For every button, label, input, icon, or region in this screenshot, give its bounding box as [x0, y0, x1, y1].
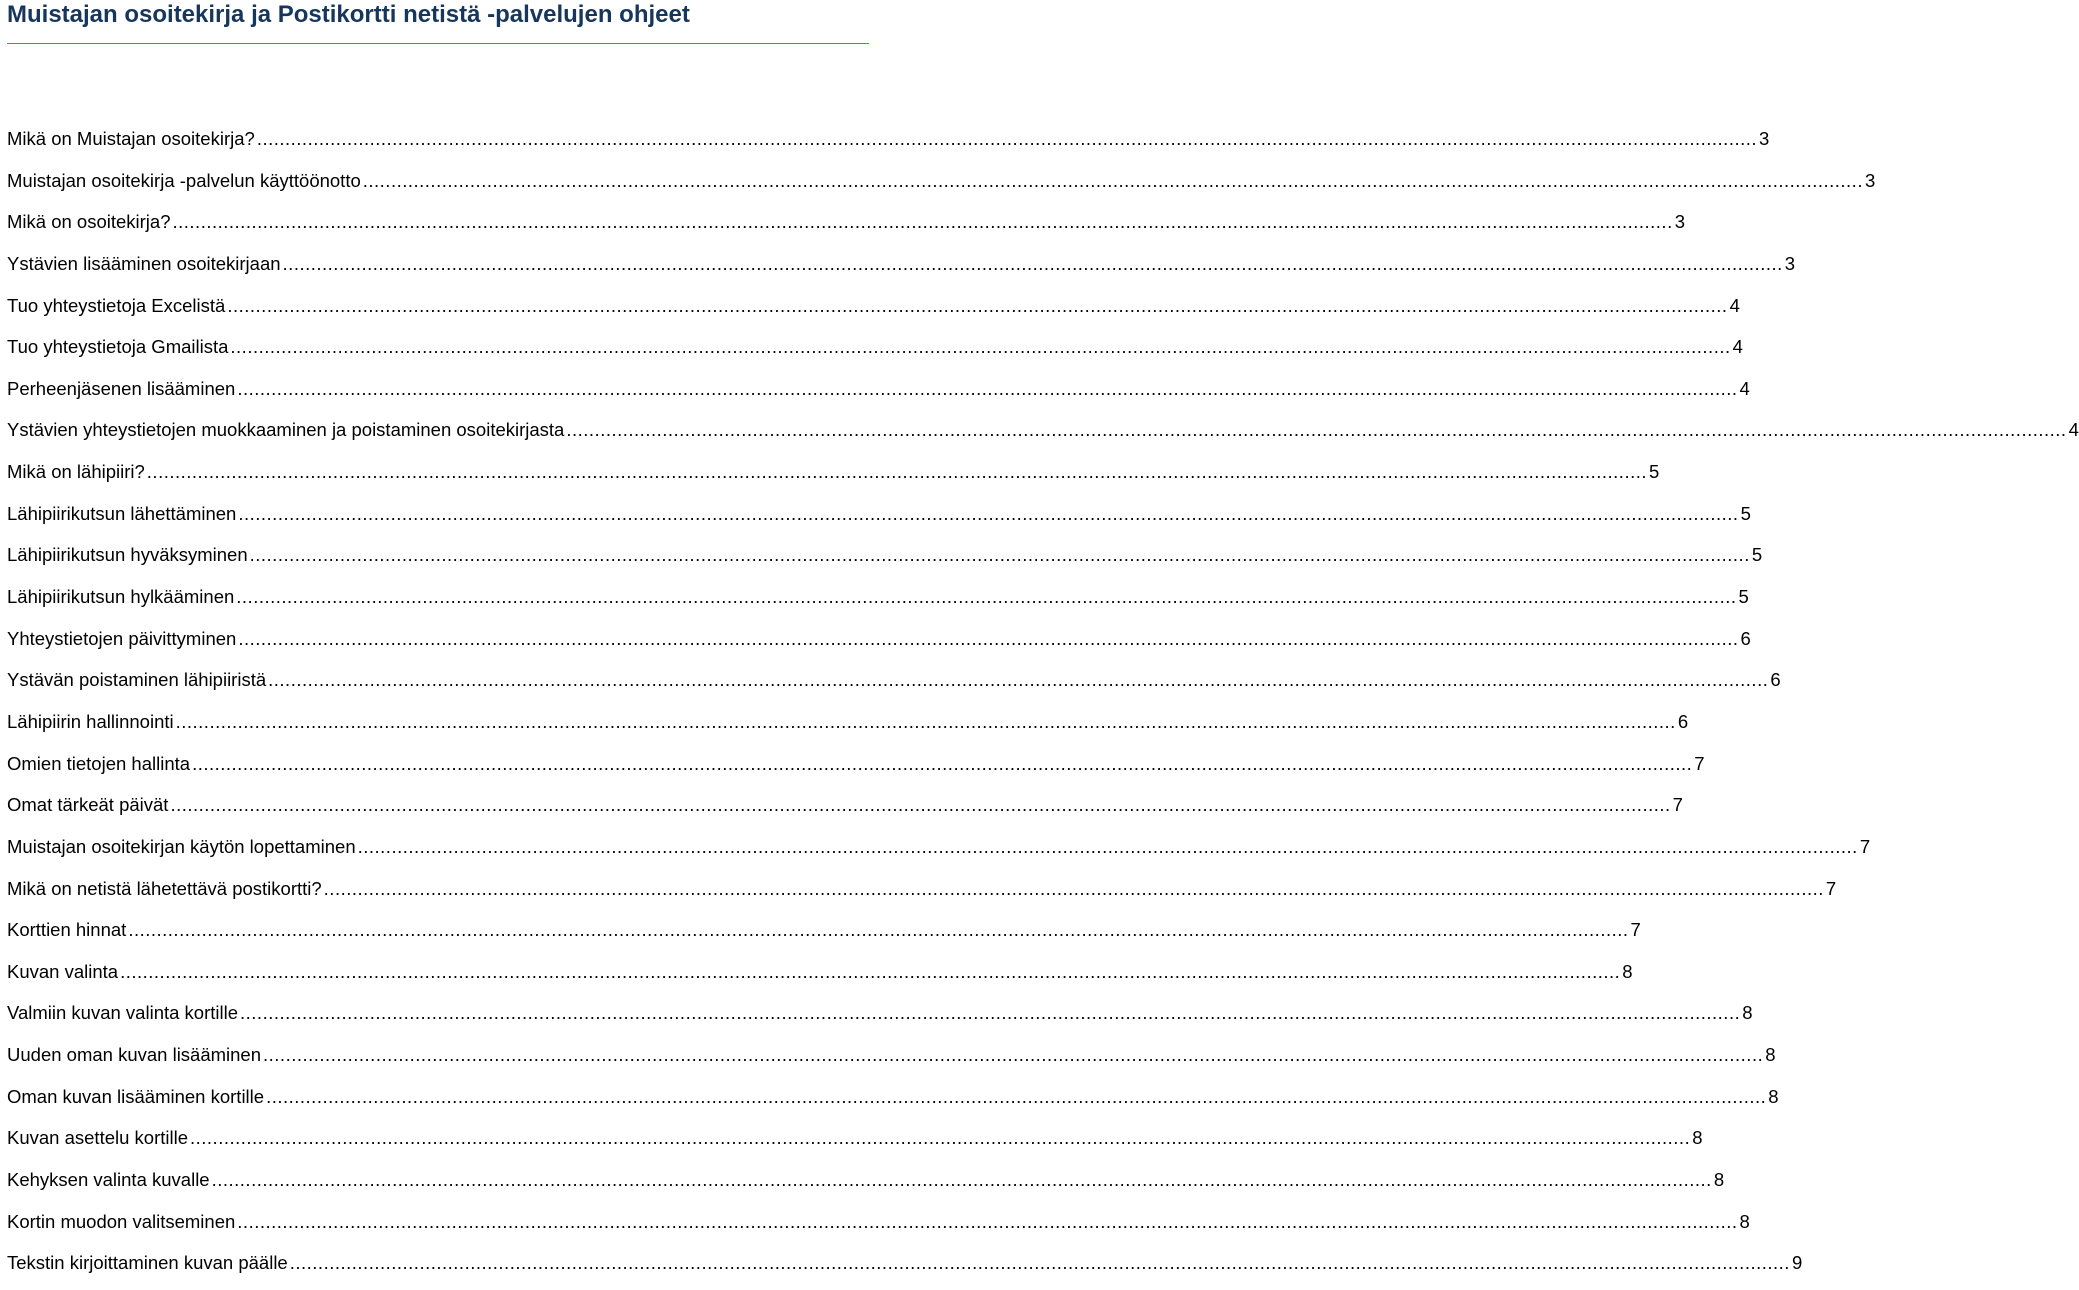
toc-entry-label: Korttien hinnat — [7, 919, 127, 941]
toc-dot-leader — [566, 415, 2066, 445]
toc-entry-label: Lähipiirikutsun hylkääminen — [7, 586, 235, 608]
toc-dot-leader — [212, 1165, 1712, 1195]
toc-entry[interactable] — [7, 499, 1751, 541]
toc-entry-label: Ystävän poistaminen lähipiiristä — [7, 669, 267, 691]
toc-entry[interactable] — [7, 707, 1689, 749]
toc-entry-label: Omat tärkeät päivät — [7, 794, 169, 816]
toc-dot-leader — [230, 332, 1730, 362]
toc-entry[interactable] — [7, 1040, 1776, 1082]
toc-page-number: 7 — [1694, 752, 1705, 774]
toc-page-number: 5 — [1738, 586, 1749, 608]
toc-entry-label: Ystävien yhteystietojen muokkaaminen ja poistaminen osoitekirjasta — [7, 419, 565, 441]
toc-entry[interactable] — [7, 665, 1781, 707]
toc-entry-label: Tuo yhteystietoja Excelistä — [7, 294, 226, 316]
toc-page-number: 7 — [1630, 919, 1641, 941]
toc-entry[interactable] — [7, 415, 2079, 457]
toc-dot-leader — [120, 957, 1620, 987]
toc-page-number: 4 — [1739, 377, 1750, 399]
toc-entry-label: Tuo yhteystietoja Gmailista — [7, 336, 229, 358]
toc-dot-leader — [324, 874, 1824, 904]
toc-entry[interactable] — [7, 166, 1876, 208]
toc-entry-label: Mikä on Muistajan osoitekirja? — [7, 128, 255, 149]
toc-entry[interactable] — [7, 332, 1743, 374]
document-title: Muistajan osoitekirja ja Postikortti netistä -palvelujen ohjeet — [7, 1, 690, 28]
toc-dot-leader — [227, 291, 1727, 321]
toc-entry-label: Lähipiirin hallinnointi — [7, 710, 174, 732]
toc-entry[interactable] — [7, 1207, 1750, 1249]
toc-dot-leader — [192, 749, 1692, 779]
toc-dot-leader — [170, 790, 1670, 820]
toc-page-number: 8 — [1739, 1210, 1750, 1232]
toc-entry[interactable] — [7, 1123, 1703, 1165]
toc-entry-label: Kuvan asettelu kortille — [7, 1127, 188, 1149]
toc-entry[interactable] — [7, 540, 1763, 582]
toc-entry[interactable] — [7, 749, 1705, 791]
toc-dot-leader — [363, 166, 1863, 196]
toc-entry[interactable] — [7, 998, 1753, 1040]
toc-page-number: 3 — [1864, 169, 1876, 191]
toc-entry-label: Muistajan osoitekirjan käytön lopettaminen — [7, 835, 356, 857]
toc-entry[interactable] — [7, 1165, 1725, 1207]
toc-dot-leader — [250, 540, 1750, 570]
toc-dot-leader — [290, 1248, 1790, 1278]
toc-entry[interactable] — [7, 374, 1750, 416]
toc-dot-leader — [238, 499, 1738, 529]
toc-entry[interactable] — [7, 124, 1770, 166]
toc-entry[interactable] — [7, 624, 1751, 666]
toc-page-number: 8 — [1622, 960, 1633, 982]
toc-page-number: 6 — [1740, 627, 1751, 649]
toc-entry[interactable] — [7, 832, 1871, 874]
toc-dot-leader — [173, 207, 1673, 237]
toc-page-number: 8 — [1765, 1044, 1776, 1066]
toc-page-number: 7 — [1859, 835, 1871, 857]
toc-dot-leader — [128, 915, 1628, 945]
toc-dot-leader — [240, 998, 1740, 1028]
toc-entry[interactable] — [7, 915, 1641, 957]
toc-entry[interactable] — [7, 957, 1633, 999]
toc-entry-label: Lähipiirikutsun hyväksyminen — [7, 544, 248, 566]
toc-dot-leader — [266, 1082, 1766, 1112]
toc-entry-label: Kortin muodon valitseminen — [7, 1210, 236, 1232]
toc-dot-leader — [238, 624, 1738, 654]
toc-entry[interactable] — [7, 249, 1796, 291]
toc-dot-leader — [358, 832, 1858, 862]
toc-dot-leader — [268, 665, 1768, 695]
toc-entry-label: Tekstin kirjoittaminen kuvan päälle — [7, 1252, 288, 1274]
toc-entry[interactable] — [7, 457, 1660, 499]
toc-dot-leader — [176, 707, 1676, 737]
toc-page-number: 8 — [1768, 1085, 1779, 1107]
toc-page-number: 3 — [1784, 252, 1796, 274]
toc-dot-leader — [236, 582, 1736, 612]
table-of-contents — [7, 124, 2079, 1290]
toc-page-number: 5 — [1649, 461, 1660, 483]
toc-page-number: 3 — [1759, 128, 1770, 149]
toc-entry-label: Muistajan osoitekirja -palvelun käyttöönotto — [7, 169, 361, 191]
toc-entry[interactable] — [7, 790, 1683, 832]
toc-entry[interactable] — [7, 1082, 1779, 1124]
toc-entry[interactable] — [7, 874, 1837, 916]
toc-page-number: 7 — [1825, 877, 1837, 899]
toc-page-number: 5 — [1751, 544, 1763, 566]
toc-entry-label: Ystävien lisääminen osoitekirjaan — [7, 252, 281, 274]
toc-page-number: 4 — [1729, 294, 1740, 316]
toc-page-number: 3 — [1674, 211, 1686, 233]
toc-entry[interactable] — [7, 582, 1749, 624]
toc-entry-label: Yhteystietojen päivittyminen — [7, 627, 237, 649]
toc-dot-leader — [257, 124, 1757, 154]
toc-entry[interactable] — [7, 291, 1740, 333]
toc-entry-label: Kehyksen valinta kuvalle — [7, 1169, 210, 1191]
toc-page-number: 8 — [1713, 1169, 1725, 1191]
toc-dot-leader — [283, 249, 1783, 279]
toc-dot-leader — [147, 457, 1647, 487]
toc-entry-label: Kuvan valinta — [7, 960, 119, 982]
toc-page-number: 7 — [1672, 794, 1683, 816]
toc-entry-label: Uuden oman kuvan lisääminen — [7, 1044, 262, 1066]
toc-page-number: 6 — [1677, 710, 1689, 732]
toc-page-number: 6 — [1770, 669, 1781, 691]
toc-entry-label: Omien tietojen hallinta — [7, 752, 191, 774]
toc-dot-leader — [190, 1123, 1690, 1153]
toc-dot-leader — [263, 1040, 1763, 1070]
title-underline — [7, 43, 869, 44]
toc-entry-label: Mikä on lähipiiri? — [7, 461, 145, 483]
toc-page-number: 8 — [1692, 1127, 1703, 1149]
toc-page-number: 4 — [1732, 336, 1743, 358]
toc-entry-label: Mikä on netistä lähetettävä postikortti? — [7, 877, 322, 899]
toc-entry-label: Oman kuvan lisääminen kortille — [7, 1085, 265, 1107]
toc-entry-label: Mikä on osoitekirja? — [7, 211, 171, 233]
toc-page-number: 5 — [1740, 502, 1751, 524]
toc-page-number: 8 — [1742, 1002, 1753, 1024]
toc-entry[interactable] — [7, 1248, 1803, 1290]
toc-entry[interactable] — [7, 207, 1686, 249]
toc-entry-label: Valmiin kuvan valinta kortille — [7, 1002, 239, 1024]
toc-entry-label: Lähipiirikutsun lähettäminen — [7, 502, 237, 524]
toc-dot-leader — [237, 374, 1737, 404]
toc-dot-leader — [237, 1207, 1737, 1237]
toc-entry-label: Perheenjäsenen lisääminen — [7, 377, 236, 399]
toc-page-number: 4 — [2068, 419, 2079, 441]
toc-page-number: 9 — [1791, 1252, 1803, 1274]
